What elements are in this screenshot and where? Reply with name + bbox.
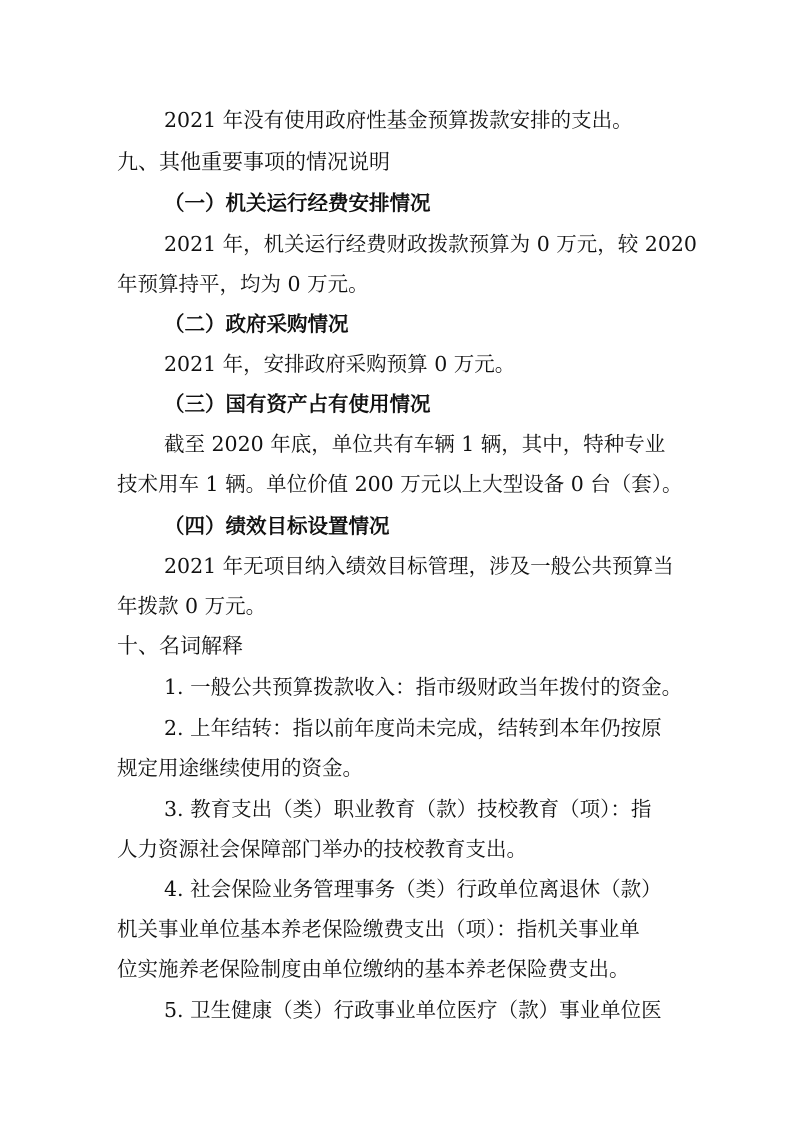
subsection-1-line-1: 2021 年，机关运行经费财政拨款预算为 0 万元，较 2020 — [164, 232, 697, 256]
subsection-2-heading: （二）政府采购情况 — [164, 312, 349, 336]
term-1-line-1: 1. 一般公共预算拨款收入：指市级财政当年拨付的资金。 — [164, 675, 683, 699]
term-2-line-2: 规定用途继续使用的资金。 — [117, 756, 363, 780]
term-2-line-1: 2. 上年结转：指以前年度尚未完成，结转到本年仍按原 — [164, 716, 662, 740]
subsection-3-line-2: 技术用车 1 辆。单位价值 200 万元以上大型设备 0 台（套）。 — [117, 472, 683, 496]
subsection-1-line-2: 年预算持平，均为 0 万元。 — [117, 272, 369, 296]
term-4-line-2: 机关事业单位基本养老保险缴费支出（项）：指机关事业单 — [117, 917, 640, 941]
term-4-line-3: 位实施养老保险制度由单位缴纳的基本养老保险费支出。 — [117, 957, 630, 981]
subsection-2-line-1: 2021 年，安排政府采购预算 0 万元。 — [164, 352, 516, 376]
intro-paragraph: 2021 年没有使用政府性基金预算拨款安排的支出。 — [164, 108, 633, 132]
term-3-line-2: 人力资源社会保障部门举办的技校教育支出。 — [117, 837, 527, 861]
section-9-heading: 九、其他重要事项的情况说明 — [117, 150, 390, 174]
section-10-heading: 十、名词解释 — [117, 634, 243, 658]
subsection-4-heading: （四）绩效目标设置情况 — [164, 514, 390, 538]
subsection-4-line-1: 2021 年无项目纳入绩效目标管理，涉及一般公共预算当 — [164, 554, 674, 578]
term-5-line-1: 5. 卫生健康（类）行政事业单位医疗（款）事业单位医 — [164, 998, 662, 1022]
term-3-line-1: 3. 教育支出（类）职业教育（款）技校教育（项）：指 — [164, 797, 652, 821]
subsection-4-line-2: 年拨款 0 万元。 — [117, 594, 267, 618]
term-4-line-1: 4. 社会保险业务管理事务（类）行政单位离退休（款） — [164, 877, 662, 901]
subsection-3-heading: （三）国有资产占有使用情况 — [164, 392, 431, 416]
subsection-3-line-1: 截至 2020 年底，单位共有车辆 1 辆，其中，特种专业 — [164, 432, 666, 456]
subsection-1-heading: （一）机关运行经费安排情况 — [164, 191, 431, 215]
